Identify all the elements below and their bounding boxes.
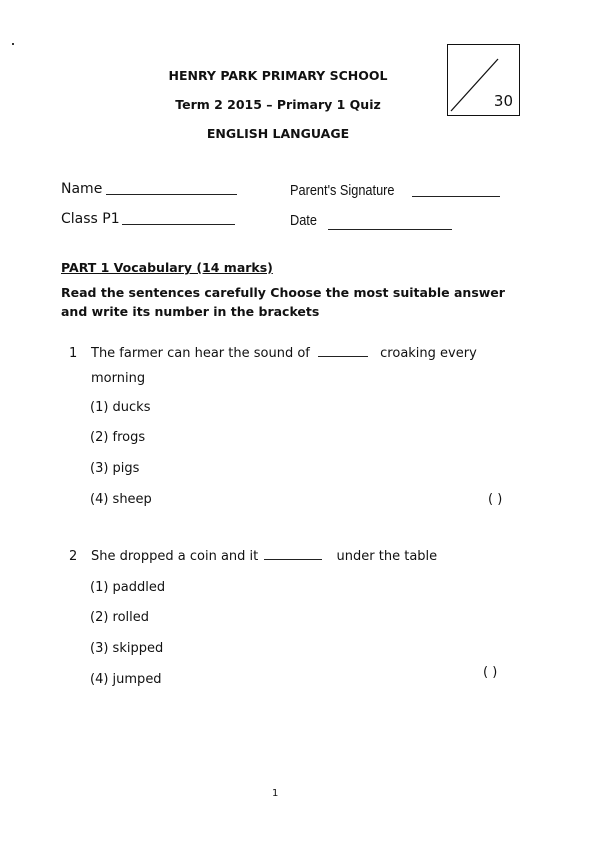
question-2-answer-bracket[interactable]: ( ) [483, 665, 498, 680]
date-field[interactable] [328, 229, 452, 230]
question-1-text [91, 346, 477, 361]
quiz-term: Term 2 2015 – Primary 1 Quiz [175, 97, 381, 112]
question-1-option-2: (2) frogs [90, 430, 146, 445]
instruction-line-2: and write its number in the brackets [61, 304, 320, 319]
class-label: Class P1 [61, 211, 120, 227]
question-2-option-3: (3) skipped [90, 641, 164, 656]
school-name: HENRY PARK PRIMARY SCHOOL [168, 68, 388, 83]
question-1-option-1: (1) ducks [90, 400, 151, 415]
question-1-answer-bracket[interactable]: ( ) [488, 492, 503, 507]
question-1-option-4: (4) sheep [90, 492, 152, 507]
instruction-line-1: Read the sentences carefully Choose the most suitable answer [61, 285, 505, 300]
page-number: 1 [272, 788, 279, 799]
question-1-text-line2: morning [91, 371, 146, 386]
question-1-option-3: (3) pigs [90, 461, 140, 476]
date-label: Date [290, 212, 317, 229]
signature-field[interactable] [412, 196, 500, 197]
scan-speck [12, 43, 14, 45]
class-field[interactable] [122, 224, 235, 225]
question-2-text-before: She dropped a coin and it [91, 549, 259, 564]
name-label: Name [61, 181, 103, 197]
question-2-number: 2 [69, 549, 78, 564]
score-total: 30 [493, 92, 513, 110]
name-field[interactable] [106, 194, 237, 195]
signature-label: Parent's Signature [290, 182, 395, 199]
score-box [447, 44, 520, 116]
question-2-text-after: under the table [336, 549, 438, 564]
part1-heading: PART 1 Vocabulary (14 marks) [61, 260, 273, 275]
question-2-option-1: (1) paddled [90, 580, 166, 595]
question-1-text-before: The farmer can hear the sound of [91, 346, 310, 361]
question-2-blank [264, 559, 322, 560]
question-1-blank [318, 356, 368, 357]
question-1-text-after: croaking every [380, 346, 477, 361]
subject-title: ENGLISH LANGUAGE [206, 126, 350, 141]
question-2-option-4: (4) jumped [90, 672, 162, 687]
question-2-text [91, 549, 437, 564]
question-2-option-2: (2) rolled [90, 610, 150, 625]
question-1-number: 1 [69, 346, 78, 361]
